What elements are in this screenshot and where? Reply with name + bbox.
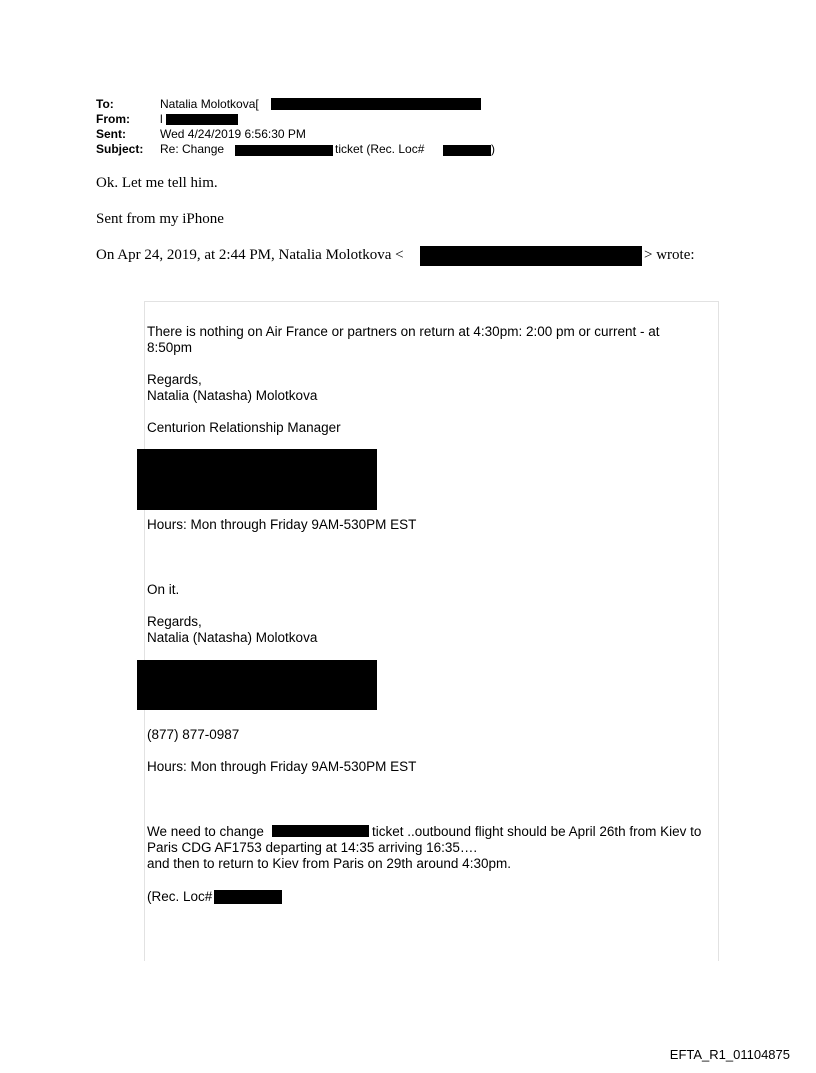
msg1-line-1: There is nothing on Air France or partners on return at 4:30pm: 2:00 pm or current - at [147, 324, 660, 339]
hours-1: Hours: Mon through Friday 9AM-530PM EST [147, 517, 417, 532]
redaction-ticket-name [272, 825, 369, 837]
quote-intro: On Apr 24, 2019, at 2:44 PM, Natalia Molotkova < [96, 247, 404, 263]
subject-label: Subject: [96, 142, 144, 156]
subject-prefix: Re: Change [160, 142, 225, 156]
to-value: Natalia Molotkova[ [160, 97, 259, 111]
redaction-subject-recloc [443, 145, 491, 156]
subject-suffix: ) [491, 142, 495, 156]
redaction-from [166, 114, 238, 125]
redaction-email [420, 246, 642, 266]
redaction-subject-name [235, 145, 333, 156]
subject-middle: ticket (Rec. Loc# [335, 142, 425, 156]
redaction-rec-loc [214, 890, 282, 904]
signature-title-1: Centurion Relationship Manager [147, 420, 341, 435]
msg3-line-1b: ticket ..outbound flight should be April 26th from Kiev to [372, 824, 702, 839]
regards-2: Regards, [147, 614, 202, 629]
msg1-line-2: 8:50pm [147, 340, 193, 355]
phone-number: (877) 877-0987 [147, 727, 240, 742]
msg3-line-3: and then to return to Kiev from Paris on 29th around 4:30pm. [147, 856, 511, 871]
regards-1: Regards, [147, 372, 202, 387]
to-label: To: [96, 97, 114, 111]
msg3-line-1a: We need to change [147, 824, 264, 839]
reply-line-1: Ok. Let me tell him. [96, 175, 218, 191]
msg2-line: On it. [147, 582, 180, 597]
msg3-line-2: Paris CDG AF1753 departing at 14:35 arriving 16:35…. [147, 840, 478, 855]
quote-intro-end: > wrote: [644, 247, 695, 263]
redaction-contact-1 [137, 449, 377, 510]
from-label: From: [96, 112, 130, 126]
reply-signature: Sent from my iPhone [96, 211, 224, 227]
signature-name-2: Natalia (Natasha) Molotkova [147, 630, 318, 645]
document-id: EFTA_R1_01104875 [669, 1047, 790, 1062]
redaction-to [271, 98, 481, 110]
signature-name-1: Natalia (Natasha) Molotkova [147, 388, 318, 403]
hours-2: Hours: Mon through Friday 9AM-530PM EST [147, 759, 417, 774]
sent-value: Wed 4/24/2019 6:56:30 PM [160, 127, 306, 141]
rec-loc-label: (Rec. Loc# [147, 889, 213, 904]
from-value: l [160, 112, 163, 126]
sent-label: Sent: [96, 127, 126, 141]
redaction-contact-2 [137, 660, 377, 710]
